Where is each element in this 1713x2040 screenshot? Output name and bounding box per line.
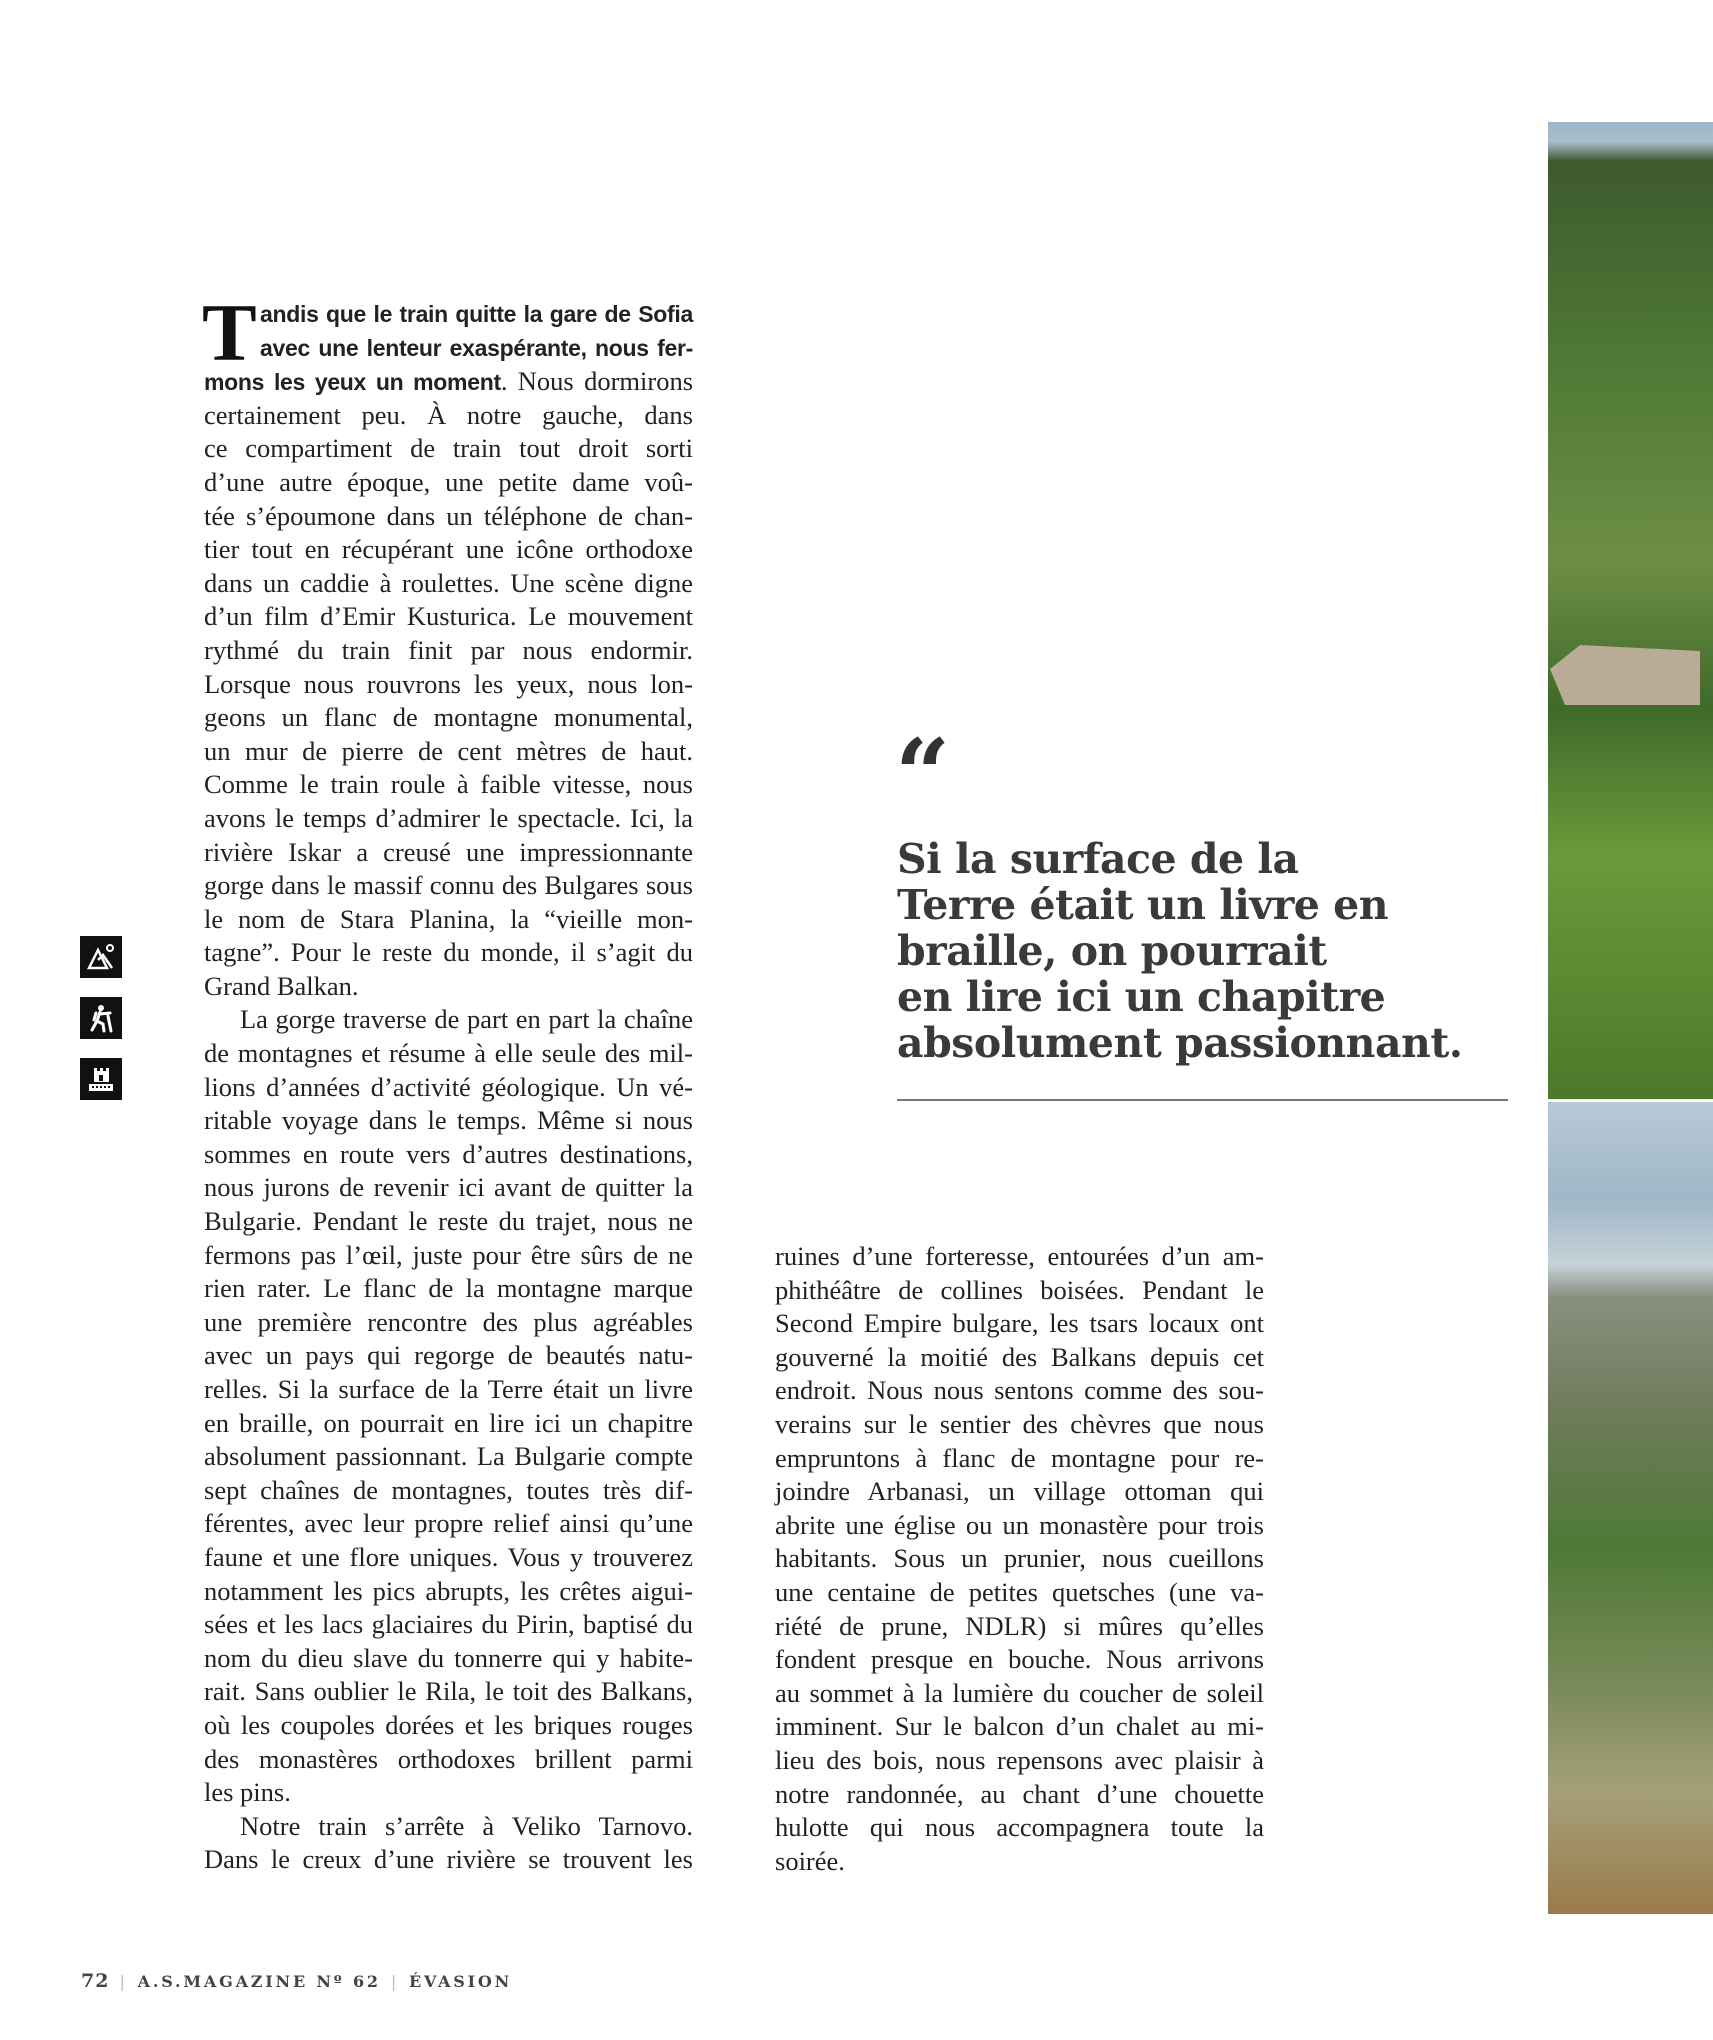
article-column-2 [775, 1240, 1264, 1878]
body-line: une centaine de petites quetsches (une va- [775, 1576, 1264, 1607]
body-line: endroit. Nous nous sentons comme des sou- [775, 1375, 1264, 1406]
section-name: ÉVASION [409, 1972, 513, 1991]
body-line: de montagnes et résume à elle seule des mil- [204, 1038, 693, 1069]
body-line: gouverné la moitié des Balkans depuis cet [775, 1341, 1264, 1372]
body-line: Lorsque nous rouvrons les yeux, nous lon- [204, 668, 693, 699]
body-line: Second Empire bulgare, les tsars locaux ont [775, 1308, 1264, 1339]
lead-line: andis que le train quitte la gare de Sofia [260, 301, 693, 327]
pull-quote-line: en lire ici un chapitre [897, 973, 1386, 1021]
body-line: ce compartiment de train tout droit sorti [204, 433, 693, 464]
separator: | [390, 1972, 400, 1991]
body-line: riété de prune, NDLR) si mûres qu’elles [775, 1610, 1264, 1641]
body-line: avec un pays qui regorge de beautés natu- [204, 1340, 693, 1371]
category-icons [80, 936, 122, 1119]
body-line: notre randonnée, au chant d’une chouette [775, 1778, 1264, 1809]
body-line: absolument passionnant. La Bulgarie compte [204, 1441, 693, 1472]
body-line: les pins. [204, 1777, 291, 1808]
body-line: geons un flanc de montagne monumental, [204, 702, 693, 733]
lead-line: avec une lenteur exaspérante, nous fer- [260, 334, 693, 361]
body-line: Bulgarie. Pendant le reste du trajet, nous ne [204, 1206, 693, 1237]
body-line: rythmé du train finit par nous endormir. [204, 634, 693, 665]
page-number: 72 [81, 1970, 110, 1992]
body-line: sées et les lacs glaciaires du Pirin, baptisé du [204, 1609, 693, 1640]
body-line: notamment les pics abrupts, les crêtes aigui- [204, 1575, 693, 1606]
body-line: nous jurons de revenir ici avant de quitter la [204, 1172, 693, 1203]
body-line: joindre Arbanasi, un village ottoman qui [775, 1476, 1264, 1507]
magazine-name: A.S.MAGAZINE Nº 62 [137, 1972, 381, 1991]
body-line: des monastères orthodoxes brillent parmi [204, 1743, 693, 1774]
body-line: tée s’époumone dans un téléphone de chan- [204, 500, 693, 531]
body-line: férentes, avec leur propre relief ainsi qu’une [204, 1508, 693, 1539]
body-line: phithéâtre de collines boisées. Pendant le [775, 1274, 1264, 1305]
body-line: au sommet à la lumière du coucher de soleil [775, 1677, 1264, 1708]
article-column-1 [202, 287, 694, 1877]
castle-icon [80, 1058, 122, 1100]
body-line: empruntons à flanc de montagne pour re- [775, 1442, 1264, 1473]
mountain-icon [80, 936, 122, 978]
body-line: une première rencontre des plus agréables [204, 1306, 693, 1337]
body-line: verains sur le sentier des chèvres que nous [775, 1408, 1264, 1439]
body-line: avons le temps d’admirer le spectacle. Ici, la [204, 802, 693, 833]
body-line: rien rater. Le flanc de la montagne marque [204, 1273, 693, 1304]
body-line: lions d’années d’activité géologique. Un vé- [204, 1071, 693, 1102]
pull-quote-line: Terre était un livre en [897, 881, 1389, 929]
lead-bold-text: mons les yeux un moment [204, 369, 501, 396]
lead-line-3 [204, 365, 693, 399]
quote-divider [897, 1099, 1508, 1101]
body-line: sept chaînes de montagnes, toutes très dif- [204, 1474, 693, 1505]
body-line: abrite une église ou un monastère pour trois [775, 1509, 1264, 1540]
body-line: d’une autre époque, une petite dame voû- [204, 466, 693, 497]
mountain-village-photo [1548, 122, 1713, 1099]
body-line: d’un film d’Emir Kusturica. Le mouvement [204, 601, 693, 632]
body-line: gorge dans le massif connu des Bulgares sous [204, 870, 693, 901]
body-line: Comme le train roule à faible vitesse, nous [204, 769, 693, 800]
body-line: sommes en route vers d’autres destinations, [204, 1138, 693, 1169]
body-line: le nom de Stara Planina, la “vieille mon- [204, 903, 693, 934]
hiking-icon [80, 997, 122, 1039]
pull-quote-line: braille, on pourrait [897, 927, 1327, 975]
body-line: Grand Balkan. [204, 970, 359, 1001]
pull-quote-line: absolument passionnant. [897, 1019, 1463, 1067]
body-line: tagne”. Pour le reste du monde, il s’agit du [204, 937, 693, 968]
body-line: Dans le creux d’une rivière se trouvent les [204, 1844, 693, 1875]
body-line: ruines d’une forteresse, entourées d’un am- [775, 1241, 1264, 1271]
body-line: soirée. [775, 1845, 845, 1876]
stone-house-in-photo [1550, 645, 1700, 705]
pull-quote-line: Si la surface de la [897, 835, 1299, 883]
body-line: nom du dieu slave du tonnerre qui y habite- [204, 1642, 693, 1673]
body-line: fondent presque en bouche. Nous arrivons [775, 1644, 1264, 1675]
body-line: fermons pas l’œil, juste pour être sûrs de ne [204, 1239, 693, 1270]
body-line: imminent. Sur le balcon d’un chalet au mi- [775, 1711, 1264, 1742]
body-line: tier tout en récupérant une icône orthodoxe [204, 534, 693, 565]
body-line: hulotte qui nous accompagnera toute la [775, 1812, 1264, 1843]
body-line: dans un caddie à roulettes. Une scène digne [204, 567, 693, 598]
body-line: relles. Si la surface de la Terre était un livre [204, 1374, 693, 1404]
body-line: La gorge traverse de part en part la chaîne [240, 1004, 693, 1035]
quote-mark-icon: “ [895, 718, 951, 831]
body-line: en braille, on pourrait en lire ici un chapitre [204, 1407, 693, 1438]
body-line: où les coupoles dorées et les briques rouges [204, 1709, 693, 1740]
pull-quote [897, 836, 1517, 1066]
body-line: rait. Sans oublier le Rila, le toit des Balkans, [204, 1676, 693, 1707]
page-footer [81, 1970, 512, 1992]
body-line: Notre train s’arrête à Veliko Tarnovo. [240, 1810, 693, 1841]
column-1-body [204, 399, 693, 1877]
body-text: . Nous dormirons [500, 366, 694, 397]
body-line: certainement peu. À notre gauche, dans [204, 399, 693, 430]
body-line: faune et une flore uniques. Vous y trouverez [204, 1541, 693, 1572]
drop-cap: T [202, 287, 257, 378]
body-line: ritable voyage dans le temps. Même si nous [204, 1105, 693, 1136]
body-line: habitants. Sous un prunier, nous cueillons [775, 1543, 1264, 1574]
body-line: un mur de pierre de cent mètres de haut. [204, 735, 693, 766]
body-line: lieu des bois, nous repensons avec plaisir à [775, 1744, 1264, 1775]
separator: | [119, 1972, 128, 1991]
rocky-hillside-photo [1548, 1102, 1713, 1914]
body-line: rivière Iskar a creusé une impressionnante [204, 836, 693, 867]
